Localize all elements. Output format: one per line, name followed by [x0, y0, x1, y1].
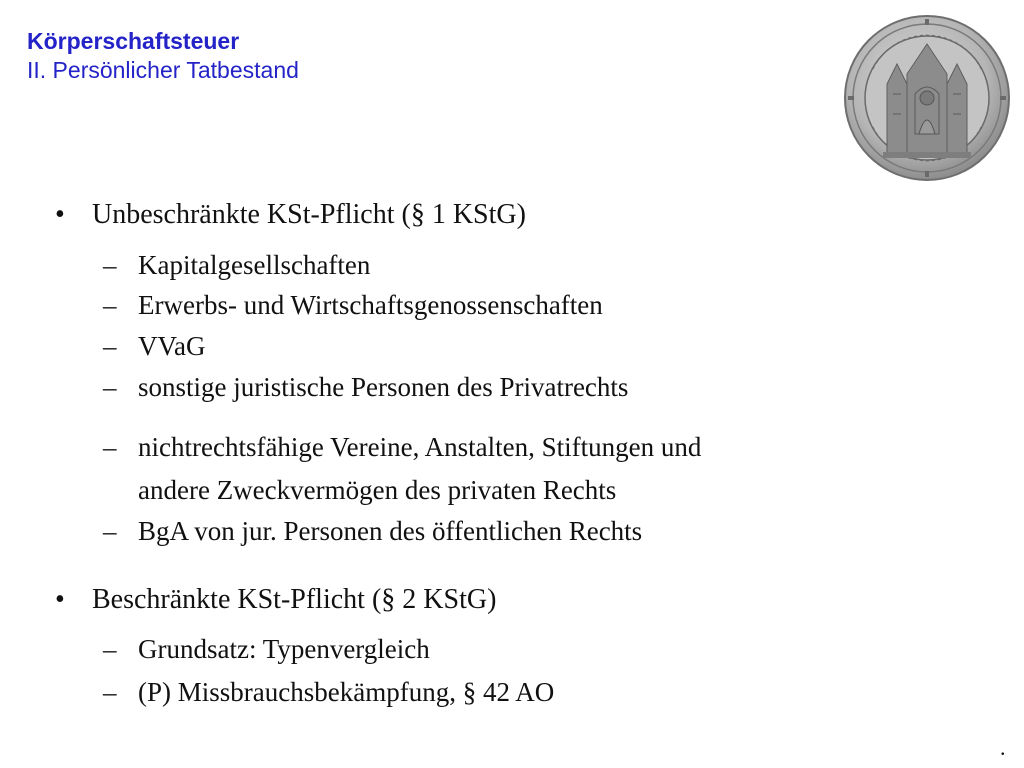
- bullet-marker: •: [55, 584, 65, 615]
- sub-item-marker: –: [103, 331, 117, 361]
- sub-item-text: VVaG: [138, 331, 206, 361]
- sub-item-text: Erwerbs- und Wirtschaftsgenossenschaften: [138, 290, 603, 320]
- sub-item-text: (P) Missbrauchsbekämpfung, § 42 AO: [138, 677, 555, 707]
- title-block: [27, 27, 299, 85]
- bullet-marker: •: [55, 199, 65, 230]
- sub-item-text: Grundsatz: Typenvergleich: [138, 634, 430, 664]
- sub-item-marker: –: [103, 372, 117, 402]
- corner-mark: .: [1000, 735, 1006, 760]
- university-seal-icon: [843, 14, 1011, 182]
- sub-item-marker: –: [103, 677, 117, 707]
- page-title: Körperschaftsteuer: [27, 28, 240, 54]
- sub-item-text: BgA von jur. Personen des öffentlichen Rechts: [138, 516, 643, 546]
- sub-item-marker: –: [103, 432, 117, 462]
- sub-item-text: nichtrechtsfähige Vereine, Anstalten, Stiftungen und: [138, 432, 702, 462]
- sub-item-text: andere Zweckvermögen des privaten Rechts: [138, 475, 617, 505]
- bullet-text: Unbeschränkte KSt-Pflicht (§ 1 KStG): [92, 199, 526, 230]
- bullet-text: Beschränkte KSt-Pflicht (§ 2 KStG): [92, 584, 497, 615]
- sub-item-text: sonstige juristische Personen des Privatrechts: [138, 372, 629, 402]
- sub-item-text: Kapitalgesellschaften: [138, 250, 371, 280]
- sub-item-marker: –: [103, 516, 117, 546]
- sub-item-marker: –: [103, 290, 117, 320]
- page-subtitle: II. Persönlicher Tatbestand: [27, 57, 299, 83]
- sub-item-marker: –: [103, 250, 117, 280]
- sub-item-marker: –: [103, 634, 117, 664]
